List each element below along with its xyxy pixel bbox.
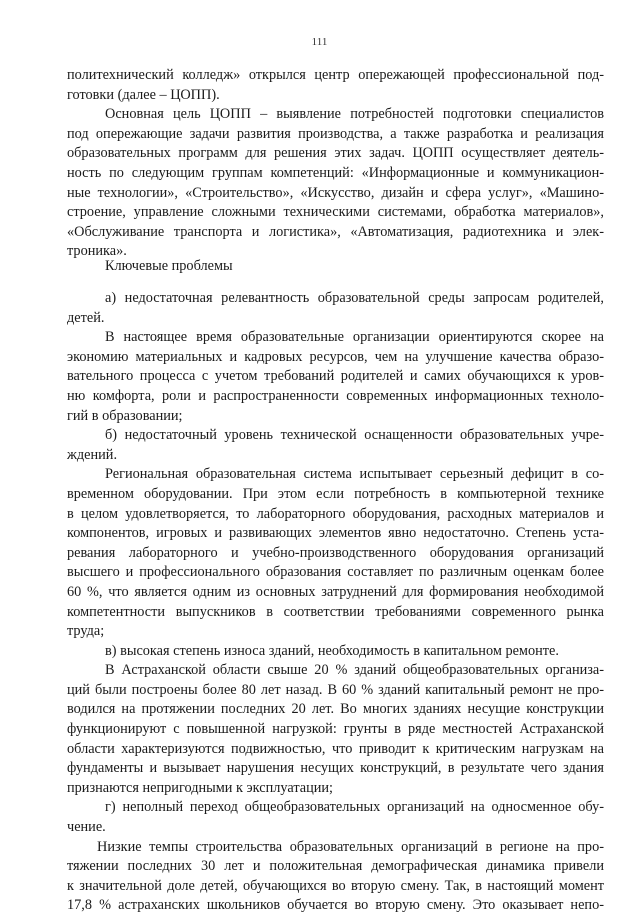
text-line: временном оборудовании. При этом если потребность в компьютерной технике [67,485,604,502]
text-line: 60 %, что является одним из основных затруднений для формирования необходимой [67,583,604,600]
text-line: под опережающие задачи развития производства, а также разработка и реализация [67,125,604,142]
text-line: Основная цель ЦОПП – выявление потребностей подготовки специалистов [105,106,604,123]
text-line: готовки (далее – ЦОПП). [67,86,220,103]
text-line: функционируют с повышенной нагрузкой: грунты в ряде местностей Астраханской [67,721,604,738]
text-line: г) неполный переход общеобразовательных организаций на односменное обу- [105,799,604,816]
text-line: фундаменты и вызывает нарушения несущих конструкций, в результате чего здания [67,760,604,777]
text-line: В Астраханской области свыше 20 % зданий общеобразовательных организа- [105,662,604,679]
text-line: экономию материальных и кадровых ресурсов, чем на улучшение качества образо- [67,348,604,365]
problems-paragraphs [67,289,604,916]
text-line: компетентности выпускников в соответствии требованиями современного рынка [67,603,604,620]
page-number: 111 [311,36,328,48]
text-line: политехнический колледж» открылся центр опережающей профессиональной под- [67,67,604,83]
text-line: детей. [67,309,105,326]
text-line: к значительной доле детей, обучающихся во вторую смену. Так, в настоящий момент [67,877,604,894]
text-line: 17,8 % астраханских школьников обучается во вторую смену. Это оказывает непо- [67,897,604,914]
text-line: образовательных программ для решения этих задач. ЦОПП осуществляет деятель- [67,145,604,162]
text-line: «Обслуживание транспорта и логистика», «Автоматизация, радиотехника и элек- [67,223,604,240]
text-line: гий в образовании; [67,407,183,424]
text-line: а) недостаточная релевантность образовательной среды запросам родителей, [105,290,604,306]
text-line: в целом удовлетворяется, то лабораторного оборудования, расходных материалов и [67,505,604,522]
text-line: ревания лабораторного и учебно-производственного оборудования организаций [67,544,604,561]
text-line: водился на протяжении последних 20 лет. Во многих зданиях несущие конструкции [67,701,604,718]
text-line: труда; [67,623,105,640]
text-line: высшего и профессионального образования составляет по различным оценкам более [67,564,604,581]
text-line: ций были построены более 80 лет назад. В 60 % зданий капитальный ремонт не про- [67,681,604,698]
intro-paragraphs [67,66,604,262]
text-line: признаются непригодными к эксплуатации; [67,779,334,796]
text-line: б) недостаточный уровень технической оснащенности образовательных учре- [105,427,604,444]
text-line: троника». [67,243,127,260]
text-line: вательного процесса с учетом требований родителей и самих обучающихся к уров- [67,368,604,385]
text-line: строение, управление сложными техническими системами, обработка материалов», [67,204,604,221]
text-line: в) высокая степень износа зданий, необходимость в капитальном ремонте. [105,642,559,659]
text-line: В настоящее время образовательные организации ориентируются скорее на [105,329,604,346]
section-heading: Ключевые проблемы [105,258,233,274]
text-line: Региональная образовательная система испытывает серьезный дефицит в со- [105,466,604,483]
text-line: Низкие темпы строительства образовательных организаций в регионе на про- [97,838,604,855]
text-line: ню комфорта, роли и распространенности современных информационных техноло- [67,387,604,404]
text-line: области характеризуются подвижностью, что приводит к критическим нагрузкам на [67,740,604,757]
text-line: ность по следующим группам компетенций: «Информационные и коммуникацион- [67,164,604,181]
text-line: ждений. [67,446,118,463]
text-line: компонентов, игровых и развивающих элементов явно недостаточно. Степень уста- [67,525,604,542]
text-line: тяжении последних 30 лет и положительная демографическая динамика привели [67,858,604,875]
text-line: ные технологии», «Строительство», «Искусство, дизайн и сфера услуг», «Машино- [67,184,604,201]
text-line: чение. [67,819,106,836]
